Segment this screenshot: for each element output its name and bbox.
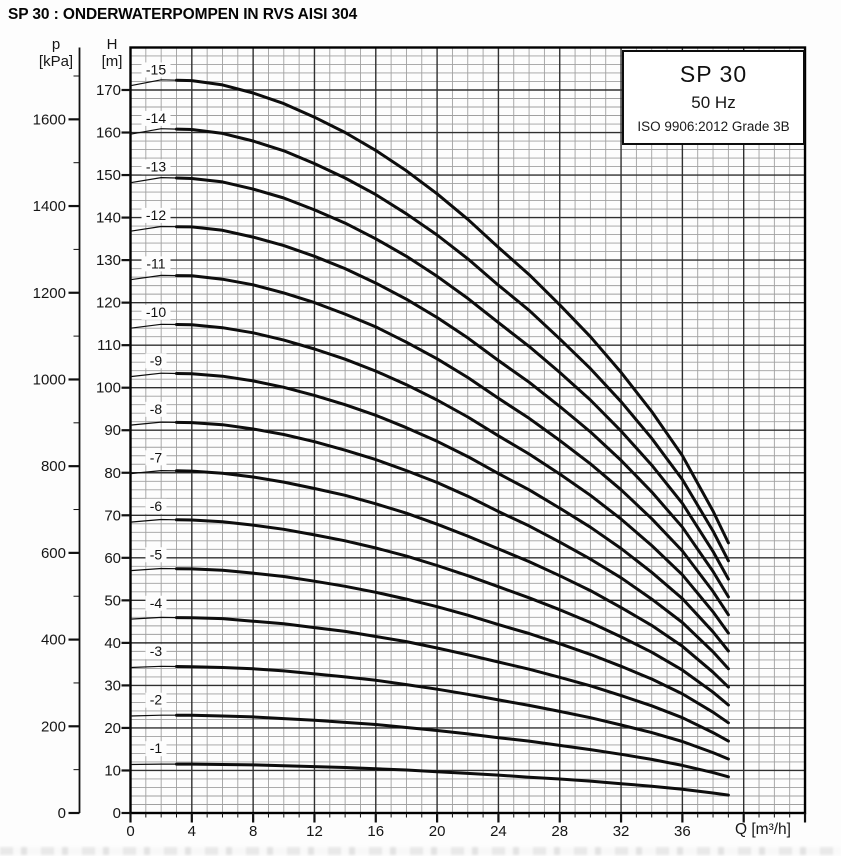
head-axis-tick-label: 90 xyxy=(104,422,121,440)
head-axis-tick-label: 70 xyxy=(104,507,121,525)
head-axis-tick-label: 20 xyxy=(104,719,121,737)
head-axis-tick-label: 40 xyxy=(104,634,121,652)
pump-model-label: SP 30 xyxy=(679,61,748,87)
pressure-axis-symbol: p xyxy=(51,36,61,53)
head-axis-tick-label: 130 xyxy=(95,252,121,270)
flow-axis-tick-label: 36 xyxy=(674,823,691,840)
pump-curve-thin--8 xyxy=(131,422,177,425)
curve-label--1: -1 xyxy=(149,740,163,757)
pump-curve-thin--15 xyxy=(131,80,177,86)
head-axis-tick-label: 60 xyxy=(104,549,121,567)
curve-label--2: -2 xyxy=(149,691,163,708)
pressure-axis-tick-label: 400 xyxy=(40,631,66,649)
pressure-axis-tick-label: 1000 xyxy=(32,371,66,389)
flow-axis-label: Q [m³/h] xyxy=(735,821,791,838)
curve-label--5: -5 xyxy=(149,546,163,563)
scan-artifact-band xyxy=(0,847,841,855)
curve-label--12: -12 xyxy=(145,206,167,223)
curve-label--3: -3 xyxy=(149,643,163,660)
curve-label--13: -13 xyxy=(145,158,167,175)
iso-standard-label: ISO 9906:2012 Grade 3B xyxy=(637,119,790,134)
curve-label--11: -11 xyxy=(146,255,166,272)
pump-curve-thin--3 xyxy=(131,666,177,667)
chart-info-box xyxy=(622,50,805,145)
head-axis-tick-label: 150 xyxy=(95,167,121,185)
head-axis-unit: [m] xyxy=(101,53,123,70)
pressure-axis-unit: [kPa] xyxy=(38,53,74,70)
pressure-axis-tick-label: 1200 xyxy=(32,284,66,302)
head-axis-tick-label: 30 xyxy=(104,677,121,695)
flow-axis-tick-label: 20 xyxy=(428,823,446,840)
pump-curve-thin--13 xyxy=(131,178,177,183)
curve-label--8: -8 xyxy=(149,400,163,417)
page-title: SP 30 : ONDERWATERPOMPEN IN RVS AISI 304 xyxy=(8,6,358,23)
pressure-axis-tick-label: 200 xyxy=(40,718,66,736)
curve-label--15: -15 xyxy=(145,61,167,78)
head-axis-symbol: H xyxy=(106,36,118,53)
head-axis-tick-label: 80 xyxy=(104,464,121,482)
head-axis-tick-label: 10 xyxy=(104,762,121,780)
pump-curve-thin--12 xyxy=(131,227,177,232)
head-axis-tick-label: 100 xyxy=(95,379,121,397)
head-axis-tick-label: 170 xyxy=(95,81,121,99)
pump-curve-thin--10 xyxy=(131,324,177,328)
head-axis-tick-label: 140 xyxy=(95,209,121,227)
pump-curve-thin--2 xyxy=(131,715,177,716)
pump-curve-thin--14 xyxy=(131,129,177,135)
pressure-axis-tick-label: 0 xyxy=(57,805,66,822)
pump-curve-thin--9 xyxy=(131,373,177,376)
flow-axis-tick-label: 16 xyxy=(367,823,385,840)
pressure-axis-tick-label: 600 xyxy=(40,544,66,562)
head-axis-tick-label: 110 xyxy=(97,337,121,355)
pump-curve-thin--5 xyxy=(131,569,177,571)
curve-label--14: -14 xyxy=(145,109,167,126)
curve-label--4: -4 xyxy=(149,594,163,611)
curve-label--9: -9 xyxy=(149,352,163,369)
head-axis-tick-label: 0 xyxy=(112,805,121,822)
curve-label--6: -6 xyxy=(149,497,163,514)
pressure-axis-tick-label: 800 xyxy=(40,458,66,476)
curve-label--7: -7 xyxy=(149,449,163,466)
flow-axis-tick-label: 0 xyxy=(126,823,135,840)
curve-label--10: -10 xyxy=(145,303,167,320)
pressure-axis-tick-label: 1600 xyxy=(32,111,66,129)
flow-axis-tick-label: 4 xyxy=(187,823,196,840)
pump-curve-thin--6 xyxy=(131,520,177,523)
flow-axis-tick-label: 8 xyxy=(248,823,258,840)
head-axis-tick-label: 50 xyxy=(104,592,121,610)
pressure-axis-tick-label: 1400 xyxy=(32,198,66,216)
head-axis-tick-label: 120 xyxy=(95,294,121,312)
frequency-label: 50 Hz xyxy=(691,93,736,112)
flow-axis-tick-label: 28 xyxy=(551,823,569,840)
head-axis-tick-label: 160 xyxy=(95,124,121,142)
flow-axis-tick-label: 32 xyxy=(612,823,630,840)
flow-axis-tick-label: 24 xyxy=(490,823,507,840)
flow-axis-tick-label: 12 xyxy=(306,823,323,840)
